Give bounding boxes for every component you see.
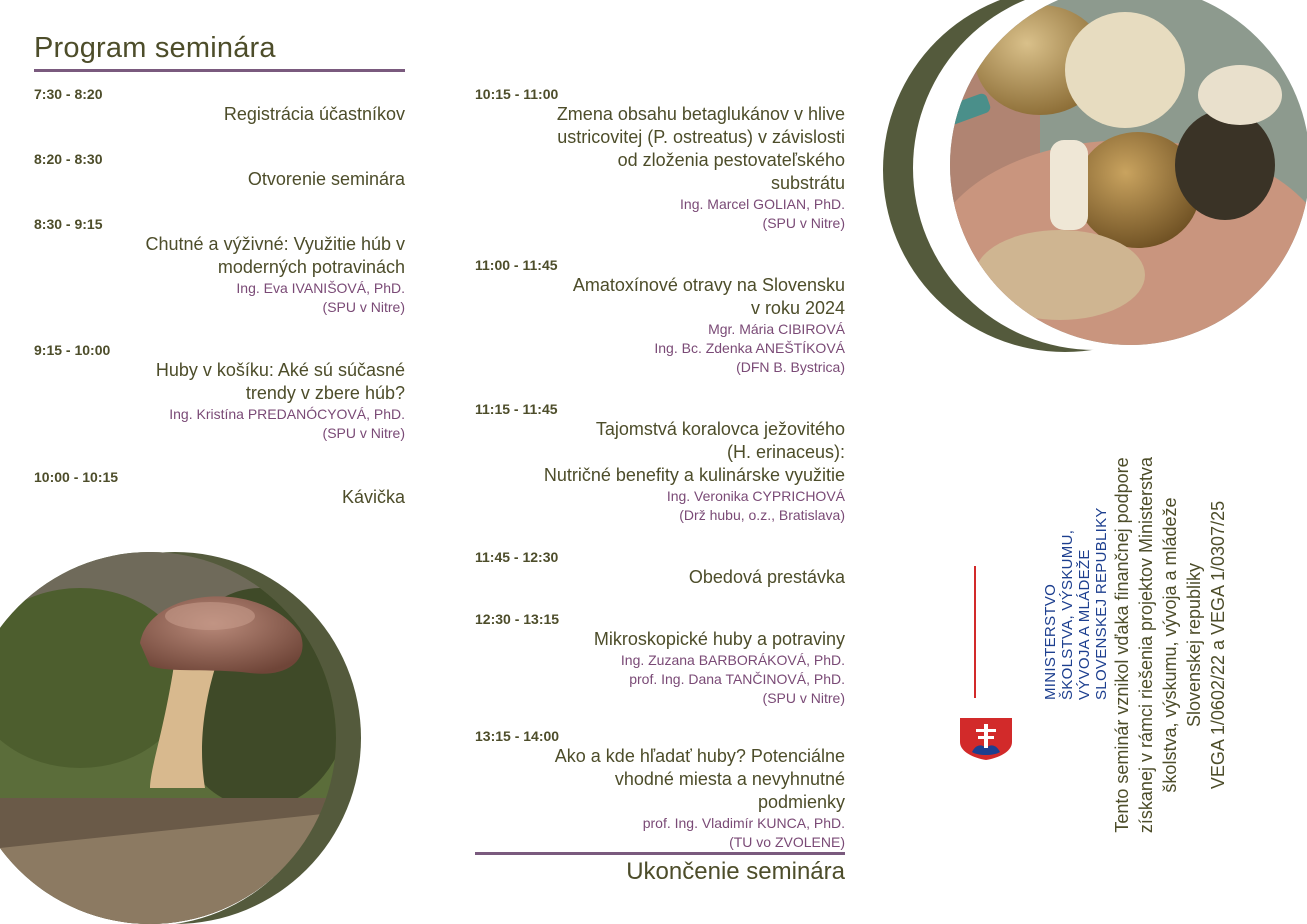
program-talk-title: (H. erinaceus): [726,442,845,462]
program-speaker: Ing. Kristína PREDANÓCYOVÁ, PhD. [169,406,405,422]
ministry-line-3: VÝVOJA A MLÁDEŽE [1076,549,1093,700]
program-item [34,151,405,191]
program-time: 8:20 - 8:30 [34,151,103,167]
program-time: 13:15 - 14:00 [475,728,560,744]
program-speaker: (TU vo ZVOLENE) [729,834,845,850]
bottom-mushroom-photo [0,548,380,924]
ministry-emblem [958,716,1014,760]
ministry-line-1: MINISTERSTVO [1042,583,1059,700]
program-item [34,216,405,317]
program-time: 10:00 - 10:15 [34,469,119,485]
program-talk-title: Mikroskopické huby a potraviny [593,629,845,649]
program-speaker: (SPU v Nitre) [322,299,405,315]
program-speaker: (SPU v Nitre) [762,690,845,706]
funding-line-4: Slovenskej republiky [1184,562,1204,728]
ministry-name [1042,480,1110,700]
program-talk-title: ustricovitej (P. ostreatus) v závislosti [557,127,845,147]
program-time: 11:00 - 11:45 [475,257,558,273]
program-item [34,342,405,443]
program-talk-title: Chutné a výživné: Využitie húb v [145,234,405,254]
ministry-line-2: ŠKOLSTVA, VÝSKUMU, [1059,529,1076,700]
program-speaker: Mgr. Mária CIBIROVÁ [708,321,845,337]
program-talk-title: trendy v zbere húb? [245,383,405,403]
program-time: 10:15 - 11:00 [475,86,559,102]
program-item [475,728,845,852]
program-speaker: Ing. Marcel GOLIAN, PhD. [680,196,845,212]
program-time: 11:45 - 12:30 [475,549,559,565]
program-time: 9:15 - 10:00 [34,342,111,358]
program-time: 12:30 - 13:15 [475,611,560,627]
program-talk-title: Ako a kde hľadať huby? Potenciálne [554,746,845,766]
title-rule [34,69,405,72]
program-item [475,257,845,377]
program-talk-title: Amatoxínové otravy na Slovensku [572,275,845,295]
closing-rule [475,852,845,855]
funding-line-3: školstva, výskumu, vývoja a mládeže [1160,497,1180,793]
program-talk-title: Tajomstvá koralovca ježovitého [595,419,845,439]
program-talk-title: podmienky [757,792,845,812]
program-talk-title: v roku 2024 [750,298,845,318]
program-speaker: prof. Ing. Vladimír KUNCA, PhD. [642,815,845,831]
program-talk-title: od zloženia pestovateľského [617,150,845,170]
program-talk-title: vhodné miesta a nevyhnutné [614,769,845,789]
program-time: 11:15 - 11:45 [475,401,558,417]
program-talk-title: moderných potravinách [217,257,405,277]
program-speaker: Ing. Zuzana BARBORÁKOVÁ, PhD. [620,652,845,668]
ministry-line-4: SLOVENSKEJ REPUBLIKY [1093,507,1110,700]
funding-line-5: VEGA 1/0602/22 a VEGA 1/0307/25 [1208,500,1228,790]
program-item [475,86,845,233]
funding-statement [1110,385,1230,905]
top-mushroom-photo [880,0,1307,360]
program-talk-title: Registrácia účastníkov [223,104,405,124]
funding-line-1: Tento seminár vznikol vďaka finančnej podpore [1112,457,1132,833]
program-speaker: Ing. Eva IVANIŠOVÁ, PhD. [236,280,405,296]
program-talk-title: Zmena obsahu betaglukánov v hlive [556,104,845,124]
program-talk-title: Kávička [341,487,405,507]
program-speaker: (SPU v Nitre) [322,425,405,441]
program-column-middle [475,86,845,852]
program-item [34,469,405,509]
program-speaker: Ing. Bc. Zdenka ANEŠTÍKOVÁ [654,340,845,356]
program-time: 7:30 - 8:20 [34,86,103,102]
program-talk-title: Obedová prestávka [688,567,845,587]
program-speaker: (SPU v Nitre) [762,215,845,231]
program-talk-title: Otvorenie seminára [247,169,405,189]
page-title: Program seminára [34,32,276,64]
program-item [475,549,845,589]
program-item [475,611,845,708]
program-talk-title: substrátu [770,173,845,193]
program-speaker: (Drž hubu, o.z., Bratislava) [679,507,845,523]
program-time: 8:30 - 9:15 [34,216,103,232]
program-speaker: Ing. Veronika CYPRICHOVÁ [666,488,845,504]
ministry-red-line [974,566,976,698]
program-column-left [34,86,405,509]
funding-line-2: získanej v rámci riešenia projektov Ministerstva [1136,456,1156,834]
program-item [34,86,405,126]
program-talk-title: Huby v košíku: Aké sú súčasné [155,360,405,380]
program-talk-title: Nutričné benefity a kulinárske využitie [543,465,845,485]
program-speaker: (DFN B. Bystrica) [736,359,845,375]
program-speaker: prof. Ing. Dana TANČINOVÁ, PhD. [629,671,845,687]
program-item [475,401,845,525]
closing-label: Ukončenie seminára [626,858,845,885]
